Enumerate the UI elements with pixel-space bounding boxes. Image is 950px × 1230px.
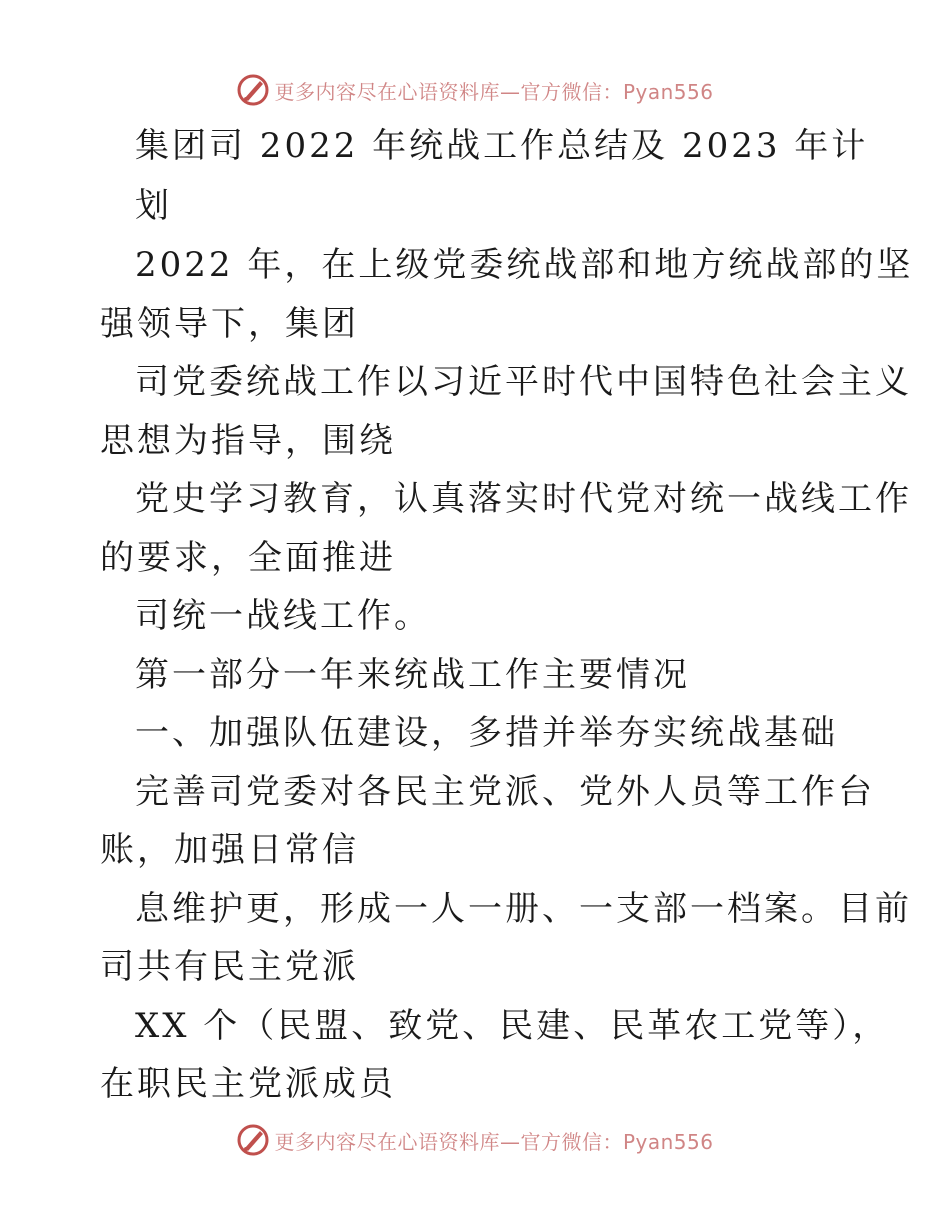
doc-text-line: 司统一战线工作。 [135,596,431,636]
watermark-text: 更多内容尽在心语资料库—官方微信：Pyan556 [274,79,714,104]
doc-text-line: 完善司党委对各民主党派、党外人员等工作台 [135,772,875,812]
pen-logo-icon [236,1123,270,1157]
doc-text-line: 在职民主党派成员 [100,1064,396,1104]
doc-text-line: 息维护更，形成一人一册、一支部一档案。目前 [135,889,912,929]
doc-title-line-2: 划 [135,186,172,226]
doc-text-line: 司党委统战工作以习近平时代中国特色社会主义 [135,362,912,402]
subsection-heading: 一、加强队伍建设，多措并举夯实统战基础 [135,713,838,753]
doc-text-line: 的要求，全面推进 [100,538,396,578]
footer-watermark-banner [0,1120,950,1160]
doc-text-line: 思想为指导，围绕 [100,421,396,461]
watermark-text: 更多内容尽在心语资料库—官方微信：Pyan556 [274,1129,714,1154]
doc-text-line: XX 个（民盟、致党、民建、民革农工党等）， [135,1006,890,1046]
doc-text-line: 党史学习教育，认真落实时代党对统一战线工作 [135,479,912,519]
doc-title-line-1: 集团司 2022 年统战工作总结及 2023 年计 [135,126,869,166]
doc-text-line: 2022 年，在上级党委统战部和地方统战部的坚 [135,245,914,285]
doc-text-line: 强领导下，集团 [100,304,359,344]
doc-text-line: 账，加强日常信 [100,830,359,870]
doc-text-line: 司共有民主党派 [100,947,359,987]
section-heading: 第一部分一年来统战工作主要情况 [135,655,690,695]
